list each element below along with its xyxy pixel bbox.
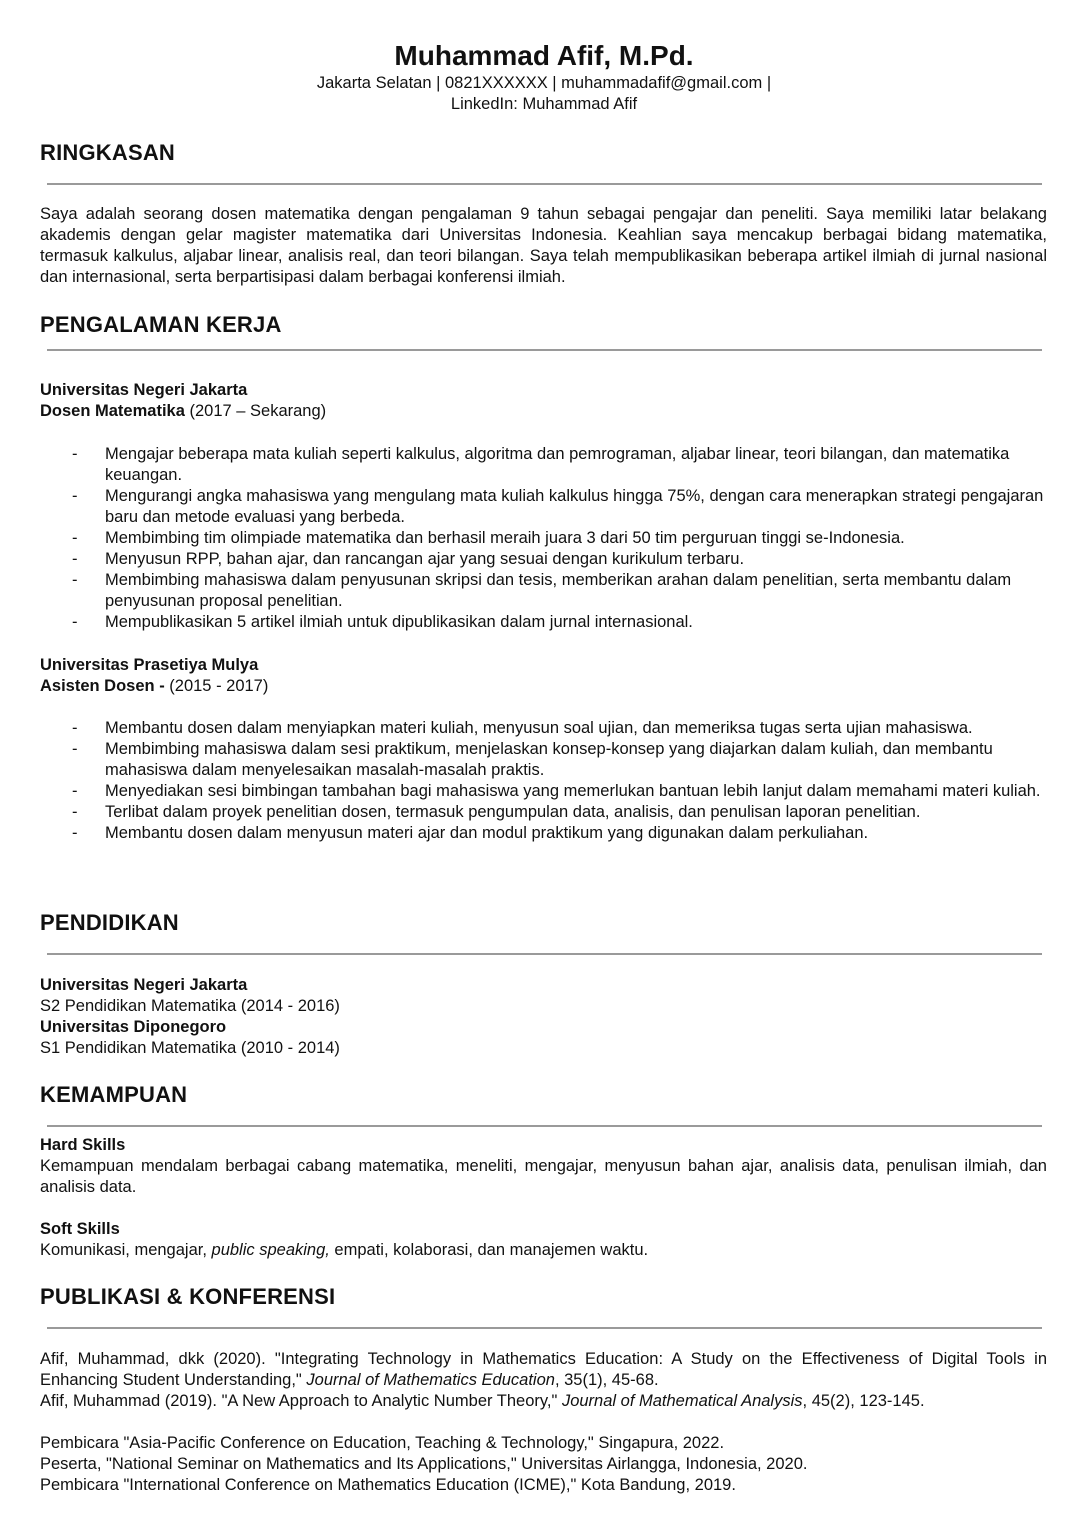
section-divider [47, 349, 1042, 351]
section-divider [47, 1327, 1042, 1329]
section-title-education: PENDIDIKAN [40, 910, 179, 935]
publication-item: Afif, Muhammad, dkk (2020). "Integrating Technology in Mathematics Education: A Study on the Effectiveness of Digital Tools in Enhancing Student Understanding," Journal of Mathematics Education, 35(1), 45-68. [40, 1350, 1047, 1389]
conference-item: Pembicara "Asia-Pacific Conference on Education, Teaching & Technology," Singapura, 2022. [40, 1434, 725, 1452]
education-institution: Universitas Diponegoro [40, 1018, 227, 1036]
section-divider [47, 183, 1042, 185]
job-institution: Universitas Prasetiya Mulya [40, 656, 259, 674]
conference-item: Peserta, "National Seminar on Mathematics and Its Applications," Universitas Airlangga, Indonesia, 2020. [40, 1455, 808, 1473]
list-item: - Mempublikasikan 5 artikel ilmiah untuk dipublikasikan dalam jurnal internasional. [40, 612, 1047, 633]
soft-skills-text-end: empati, kolaborasi, dan manajemen waktu. [329, 1241, 649, 1259]
job-header [40, 655, 268, 697]
job-role: Asisten Dosen - [40, 677, 165, 695]
soft-skills [40, 1219, 1047, 1261]
education-list [40, 975, 340, 1059]
section-title-summary: RINGKASAN [40, 140, 176, 165]
job-header [40, 380, 326, 422]
summary-text: Saya adalah seorang dosen matematika dengan pengalaman 9 tahun sebagai pengajar dan peneliti. Saya memiliki latar belakang akademis dengan gelar magister matematika dari Universitas Indonesia. Keahlian saya mencakup berbagai bidang matematika, termasuk kalkulus, aljabar linear, analisis real, dan teori bilangan. Saya telah mempublikasikan beberapa artikel ilmiah di jurnal nasional dan internasional, serta berpartisipasi dalam berbagai konferensi ilmiah. [40, 205, 1047, 286]
publication-item: Afif, Muhammad (2019). "A New Approach to Analytic Number Theory," Journal of Mathematical Analysis, 45(2), 123-145. [40, 1392, 925, 1410]
hard-skills [40, 1135, 1047, 1198]
section-title-publications: PUBLIKASI & KONFERENSI [40, 1284, 336, 1309]
list-item: - Menyusun RPP, bahan ajar, dan rancangan ajar yang sesuai dengan kurikulum terbaru. [40, 549, 1047, 570]
linkedin-line: LinkedIn: Muhammad Afif [450, 95, 638, 113]
journal-name: Journal of Mathematical Analysis [561, 1392, 803, 1410]
list-item: - Membimbing tim olimpiade matematika dan berhasil meraih juara 3 dari 50 tim perguruan tinggi se-Indonesia. [40, 528, 1047, 549]
contact-info [0, 73, 1088, 115]
conference-list [40, 1433, 1047, 1496]
job-period: (2015 - 2017) [164, 677, 269, 695]
list-item: - Menyediakan sesi bimbingan tambahan bagi mahasiswa yang memerlukan bantuan lebih lanjut dalam memahami materi kuliah. [40, 781, 1047, 802]
list-item: - Mengurangi angka mahasiswa yang mengulang mata kuliah kalkulus hingga 75%, dengan cara menerapkan strategi pengajaran baru dan metode evaluasi yang berbeda. [40, 486, 1047, 528]
list-item: - Membimbing mahasiswa dalam penyusunan skripsi dan tesis, memberikan arahan dalam penelitian, serta membantu dalam penyusunan proposal penelitian. [40, 570, 1047, 612]
hard-skills-label: Hard Skills [40, 1136, 126, 1154]
hard-skills-text: Kemampuan mendalam berbagai cabang matematika, meneliti, mengajar, menyusun bahan ajar, analisis data, penulisan ilmiah, dan analisis data. [40, 1157, 1047, 1196]
list-item: - Membantu dosen dalam menyiapkan materi kuliah, menyusun soal ujian, dan memeriksa tugas serta ujian mahasiswa. [40, 718, 1047, 739]
soft-skills-italic: public speaking, [211, 1241, 330, 1259]
section-divider [47, 953, 1042, 955]
section-title-experience: PENGALAMAN KERJA [40, 312, 282, 337]
education-degree: S2 Pendidikan Matematika (2014 - 2016) [40, 997, 340, 1015]
section-title-skills: KEMAMPUAN [40, 1082, 188, 1107]
contact-line: Jakarta Selatan | 0821XXXXXX | muhammadafif@gmail.com | [316, 74, 772, 92]
education-degree: S1 Pendidikan Matematika (2010 - 2014) [40, 1039, 340, 1057]
resume-name: Muhammad Afif, M.Pd. [394, 40, 694, 71]
soft-skills-label: Soft Skills [40, 1220, 120, 1238]
job-institution: Universitas Negeri Jakarta [40, 381, 248, 399]
job-role: Dosen Matematika [40, 402, 185, 420]
soft-skills-text: Komunikasi, mengajar, [40, 1241, 212, 1259]
section-divider [47, 1125, 1042, 1127]
list-item: - Terlibat dalam proyek penelitian dosen, termasuk pengumpulan data, analisis, dan penulisan laporan penelitian. [40, 802, 1047, 823]
education-institution: Universitas Negeri Jakarta [40, 976, 248, 994]
list-item: - Mengajar beberapa mata kuliah seperti kalkulus, algoritma dan pemrograman, aljabar linear, teori bilangan, dan matematika keuangan. [40, 444, 1047, 486]
list-item: - Membantu dosen dalam menyusun materi ajar dan modul praktikum yang digunakan dalam perkuliahan. [40, 823, 1047, 844]
job-period: (2017 – Sekarang) [184, 402, 327, 420]
publication-list [40, 1349, 1047, 1412]
journal-name: Journal of Mathematics Education [306, 1371, 555, 1389]
job-bullets [40, 718, 1047, 844]
conference-item: Pembicara "International Conference on Mathematics Education (ICME)," Kota Bandung, 2019. [40, 1476, 736, 1494]
job-bullets [40, 444, 1047, 633]
list-item: - Membimbing mahasiswa dalam sesi praktikum, menjelaskan konsep-konsep yang diajarkan dalam kuliah, dan membantu mahasiswa dalam menyelesaikan masalah-masalah praktis. [40, 739, 1047, 781]
